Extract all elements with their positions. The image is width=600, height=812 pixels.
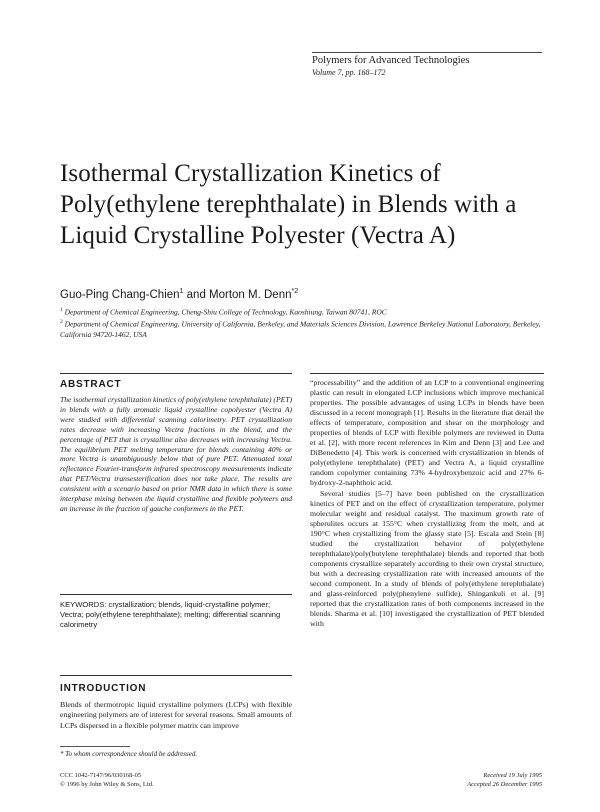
affiliation-mark: 2 xyxy=(60,319,63,325)
footnote: * To whom correspondence should be addressed. xyxy=(60,750,198,758)
keywords-rule xyxy=(60,594,292,595)
author-name: Morton M. Denn xyxy=(209,288,292,301)
footnote-rule xyxy=(60,746,130,747)
author-affil-mark: *2 xyxy=(291,288,299,295)
accepted-date: Accepted 26 December 1995 xyxy=(467,780,542,788)
author-connector: and xyxy=(183,288,210,301)
body-paragraph: Several studies [5–7] have been published on the crystallization kinetics of PET and on the effect of crystallization temperature, polymer molecular weight and residual catalyst. The maximum growth rate of spherulites occurs at 155°C when crystallizing from the melt, and at 190°C when crystallizing from the glassy state [5]. Escala and Stein [8] studied the crystallization behavior of poly(ethylene terephthalate)/poly(butylene terephthalate) blends and reported that both components crystallize separately according to their own crystal structure, but with a decreasing crystallization rate with increased amounts of the second component. In a study of blends of poly(ethylene terephthalate) and glass-reinforced poly(phenylene sulfide), Shingankuli et al. [9] reported that the crystallization rates of both components increased in the blends. Sharma et al. [10] investigated the crystallization of PET blended with xyxy=(310,488,544,629)
header-rule xyxy=(312,52,542,53)
affiliation-mark: 1 xyxy=(60,307,63,313)
author-name: Guo-Ping Chang-Chien xyxy=(60,288,180,301)
copyright-notice xyxy=(60,772,154,789)
copyright-line: © 1996 by John Wiley & Sons, Ltd. xyxy=(60,780,154,788)
introduction-heading: INTRODUCTION xyxy=(60,683,147,694)
received-dates xyxy=(412,772,542,789)
journal-volume: Volume 7, pp. 168–172 xyxy=(312,68,386,77)
abstract-heading: ABSTRACT xyxy=(60,379,122,390)
author-affil-mark: 1 xyxy=(179,288,184,295)
body-paragraph: “processability” and the addition of an LCP to a conventional engineering plastic can result in elongated LCP inclusions which improve mechanical properties. The possible advantages of using LCPs in blends have been discussed in a recent monograph [1]. Results in the literature that detail the effects of temperature, composition and shear on the morphology and properties of blends of LCP with flexible polymers are reviewed in Dutta et al. [2], with more recent references in Kim and Denn [3] and Lee and DiBenedetto [4]. This work is concerned with crystallization in blends of poly(ethylene terephthalate) (PET) and Vectra A, a liquid crystalline random copolymer containing 73% 4-hydroxybenzoic acid and 27% 6-hydroxy-2-naphthoic acid. xyxy=(310,378,544,488)
abstract-text: The isothermal crystallization kinetics of poly(ethylene terephthalate) (PET) in blends with a fully aromatic liquid crystalline copolyester (Vectra A) were studied with differential scanning calorimetry. PET crystallization rates decrease with increasing Vectra fractions in the blend, and the percentage of PET that is crystalline also decreases with increasing Vectra. The equilibrium PET melting temperature for blends containing 40% or more Vectra is unambiguously below that of pure PET. Attenuated total reflectance Fourier-transform infrared spectroscopy measurements indicate that PET/Vectra transesterification does not take place. The results are consistent with a scenario based on prior NMR data in which there is some interphase mixing between the liquid crystalline and flexible polymers and an increase in the fraction of gauche conformers in the PET. xyxy=(60,395,292,513)
author-list xyxy=(60,288,298,301)
affiliation-text: Department of Chemical Engineering, Cheng-Shiu College of Technology, Kaoshiung, Taiwan 80741, ROC xyxy=(62,307,387,317)
received-date: Received 19 July 1995 xyxy=(483,772,542,779)
right-column-rule xyxy=(310,373,544,374)
body-right-column xyxy=(310,378,544,629)
introduction-rule xyxy=(60,675,292,676)
keywords: KEYWORDS: crystallization; blends, liquid-crystalline polymer; Vectra; poly(ethylene terephthalate); melting; differential scanning calorimetry xyxy=(60,600,281,629)
affiliation-1 xyxy=(60,305,548,318)
ccc-code: CCC 1042-7147/96/030168-05 xyxy=(60,772,142,779)
journal-name: Polymers for Advanced Technologies xyxy=(312,55,470,66)
abstract-rule xyxy=(60,373,292,374)
journal-header xyxy=(312,55,542,78)
affiliation-2 xyxy=(60,317,548,340)
affiliation-text: Department of Chemical Engineering, University of California, Berkeley, and Materials Sciences Division, Lawrence Berkeley National Laboratory, Berkeley, California 94720-1462, USA xyxy=(60,319,541,339)
introduction-text: Blends of thermotropic liquid crystalline polymers (LCPs) with flexible engineering polymers are of interest for several reasons. Small amounts of LCPs dispersed in a flexible polymer matrix can improve xyxy=(60,700,292,730)
paper-title: Isothermal Crystallization Kinetics of Poly(ethylene terephthalate) in Blends with a Liquid Crystalline Polyester (Vectra A) xyxy=(60,160,517,249)
